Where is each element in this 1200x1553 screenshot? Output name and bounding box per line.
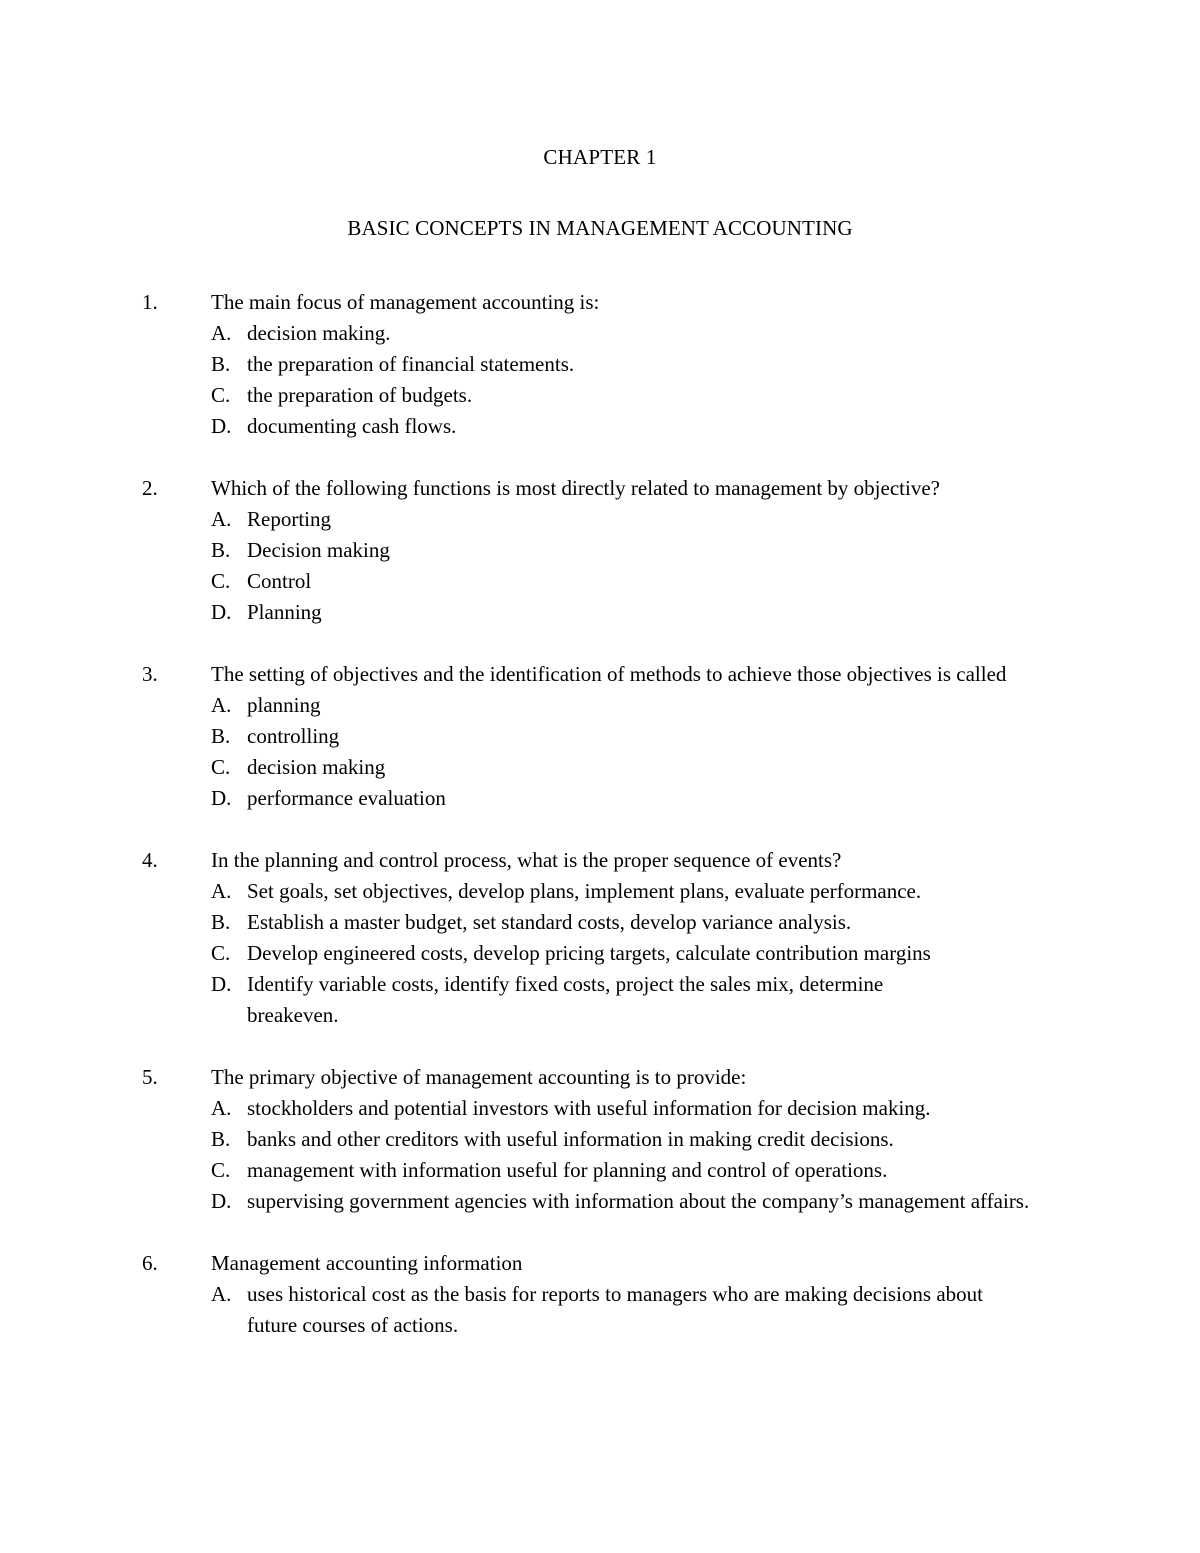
option-letter: A. [211, 693, 232, 717]
option-letter: A. [211, 1096, 232, 1120]
answer-option [211, 1186, 1061, 1217]
answer-option [211, 318, 1061, 349]
question-item [0, 659, 1200, 814]
question-item [0, 1062, 1200, 1217]
option-text: controlling [247, 724, 340, 748]
option-text: Develop engineered costs, develop pricing targets, calculate contribution margins [247, 941, 931, 965]
option-letter: C. [211, 755, 231, 779]
option-text: Set goals, set objectives, develop plans, implement plans, evaluate performance. [247, 879, 922, 903]
answer-option [211, 721, 1061, 752]
question-item [0, 473, 1200, 628]
answer-option [211, 1279, 1061, 1341]
answer-options [0, 690, 1200, 814]
option-letter: D. [211, 1189, 232, 1213]
option-letter: A. [211, 1282, 232, 1306]
option-letter: B. [211, 724, 231, 748]
answer-option [211, 783, 1061, 814]
option-letter: C. [211, 383, 231, 407]
question-text: Which of the following functions is most directly related to management by objective? [211, 476, 940, 500]
option-letter: D. [211, 600, 232, 624]
answer-option [211, 969, 1061, 1031]
option-text: performance evaluation [247, 786, 446, 810]
option-text: Decision making [247, 538, 390, 562]
answer-option [211, 349, 1061, 380]
option-letter: C. [211, 1158, 231, 1182]
option-text: Reporting [247, 507, 331, 531]
option-text: uses historical cost as the basis for reports to managers who are making decisions about future courses of actions. [247, 1282, 983, 1337]
option-text: Identify variable costs, identify fixed costs, project the sales mix, determine breakeven. [247, 972, 884, 1027]
question-number: 6. [142, 1251, 158, 1275]
option-text: decision making. [247, 321, 391, 345]
option-letter: C. [211, 569, 231, 593]
question-list [0, 287, 1200, 1372]
answer-options [0, 1279, 1200, 1341]
chapter-heading: CHAPTER 1 [543, 145, 657, 169]
option-letter: A. [211, 879, 232, 903]
option-text: banks and other creditors with useful information in making credit decisions. [247, 1127, 894, 1151]
question-item [0, 1248, 1200, 1341]
question-number: 2. [142, 476, 158, 500]
answer-option [211, 566, 1061, 597]
option-text: Establish a master budget, set standard costs, develop variance analysis. [247, 910, 852, 934]
answer-option [211, 411, 1061, 442]
question-number: 5. [142, 1065, 158, 1089]
answer-option [211, 380, 1061, 411]
question-text: The primary objective of management accounting is to provide: [211, 1065, 747, 1089]
chapter-title: BASIC CONCEPTS IN MANAGEMENT ACCOUNTING [347, 216, 853, 240]
option-letter: A. [211, 321, 232, 345]
question-text: In the planning and control process, what is the proper sequence of events? [211, 848, 842, 872]
question-number: 3. [142, 662, 158, 686]
answer-option [211, 597, 1061, 628]
option-letter: C. [211, 941, 231, 965]
option-letter: B. [211, 538, 231, 562]
answer-option [211, 1093, 1061, 1124]
answer-option [211, 907, 1061, 938]
option-letter: D. [211, 414, 232, 438]
option-text: supervising government agencies with information about the company’s management affairs. [247, 1189, 1030, 1213]
answer-options [0, 318, 1200, 442]
answer-option [211, 938, 1061, 969]
answer-option [211, 690, 1061, 721]
option-text: management with information useful for planning and control of operations. [247, 1158, 888, 1182]
answer-option [211, 504, 1061, 535]
option-letter: D. [211, 972, 232, 996]
answer-option [211, 752, 1061, 783]
option-letter: B. [211, 352, 231, 376]
answer-option [211, 1155, 1061, 1186]
answer-options [0, 876, 1200, 1031]
answer-option [211, 1124, 1061, 1155]
option-text: decision making [247, 755, 386, 779]
question-item [0, 287, 1200, 442]
option-text: the preparation of budgets. [247, 383, 473, 407]
answer-option [211, 535, 1061, 566]
option-text: planning [247, 693, 321, 717]
question-item [0, 845, 1200, 1031]
question-text: The setting of objectives and the identification of methods to achieve those objectives is called [211, 662, 1007, 686]
option-letter: B. [211, 1127, 231, 1151]
question-number: 1. [142, 290, 158, 314]
question-text: The main focus of management accounting is: [211, 290, 600, 314]
option-text: documenting cash flows. [247, 414, 457, 438]
answer-option [211, 876, 1061, 907]
option-letter: B. [211, 910, 231, 934]
option-text: the preparation of financial statements. [247, 352, 575, 376]
option-text: Planning [247, 600, 322, 624]
option-letter: D. [211, 786, 232, 810]
option-letter: A. [211, 507, 232, 531]
question-number: 4. [142, 848, 158, 872]
question-text: Management accounting information [211, 1251, 523, 1275]
option-text: stockholders and potential investors with useful information for decision making. [247, 1096, 931, 1120]
option-text: Control [247, 569, 312, 593]
answer-options [0, 1093, 1200, 1217]
answer-options [0, 504, 1200, 628]
